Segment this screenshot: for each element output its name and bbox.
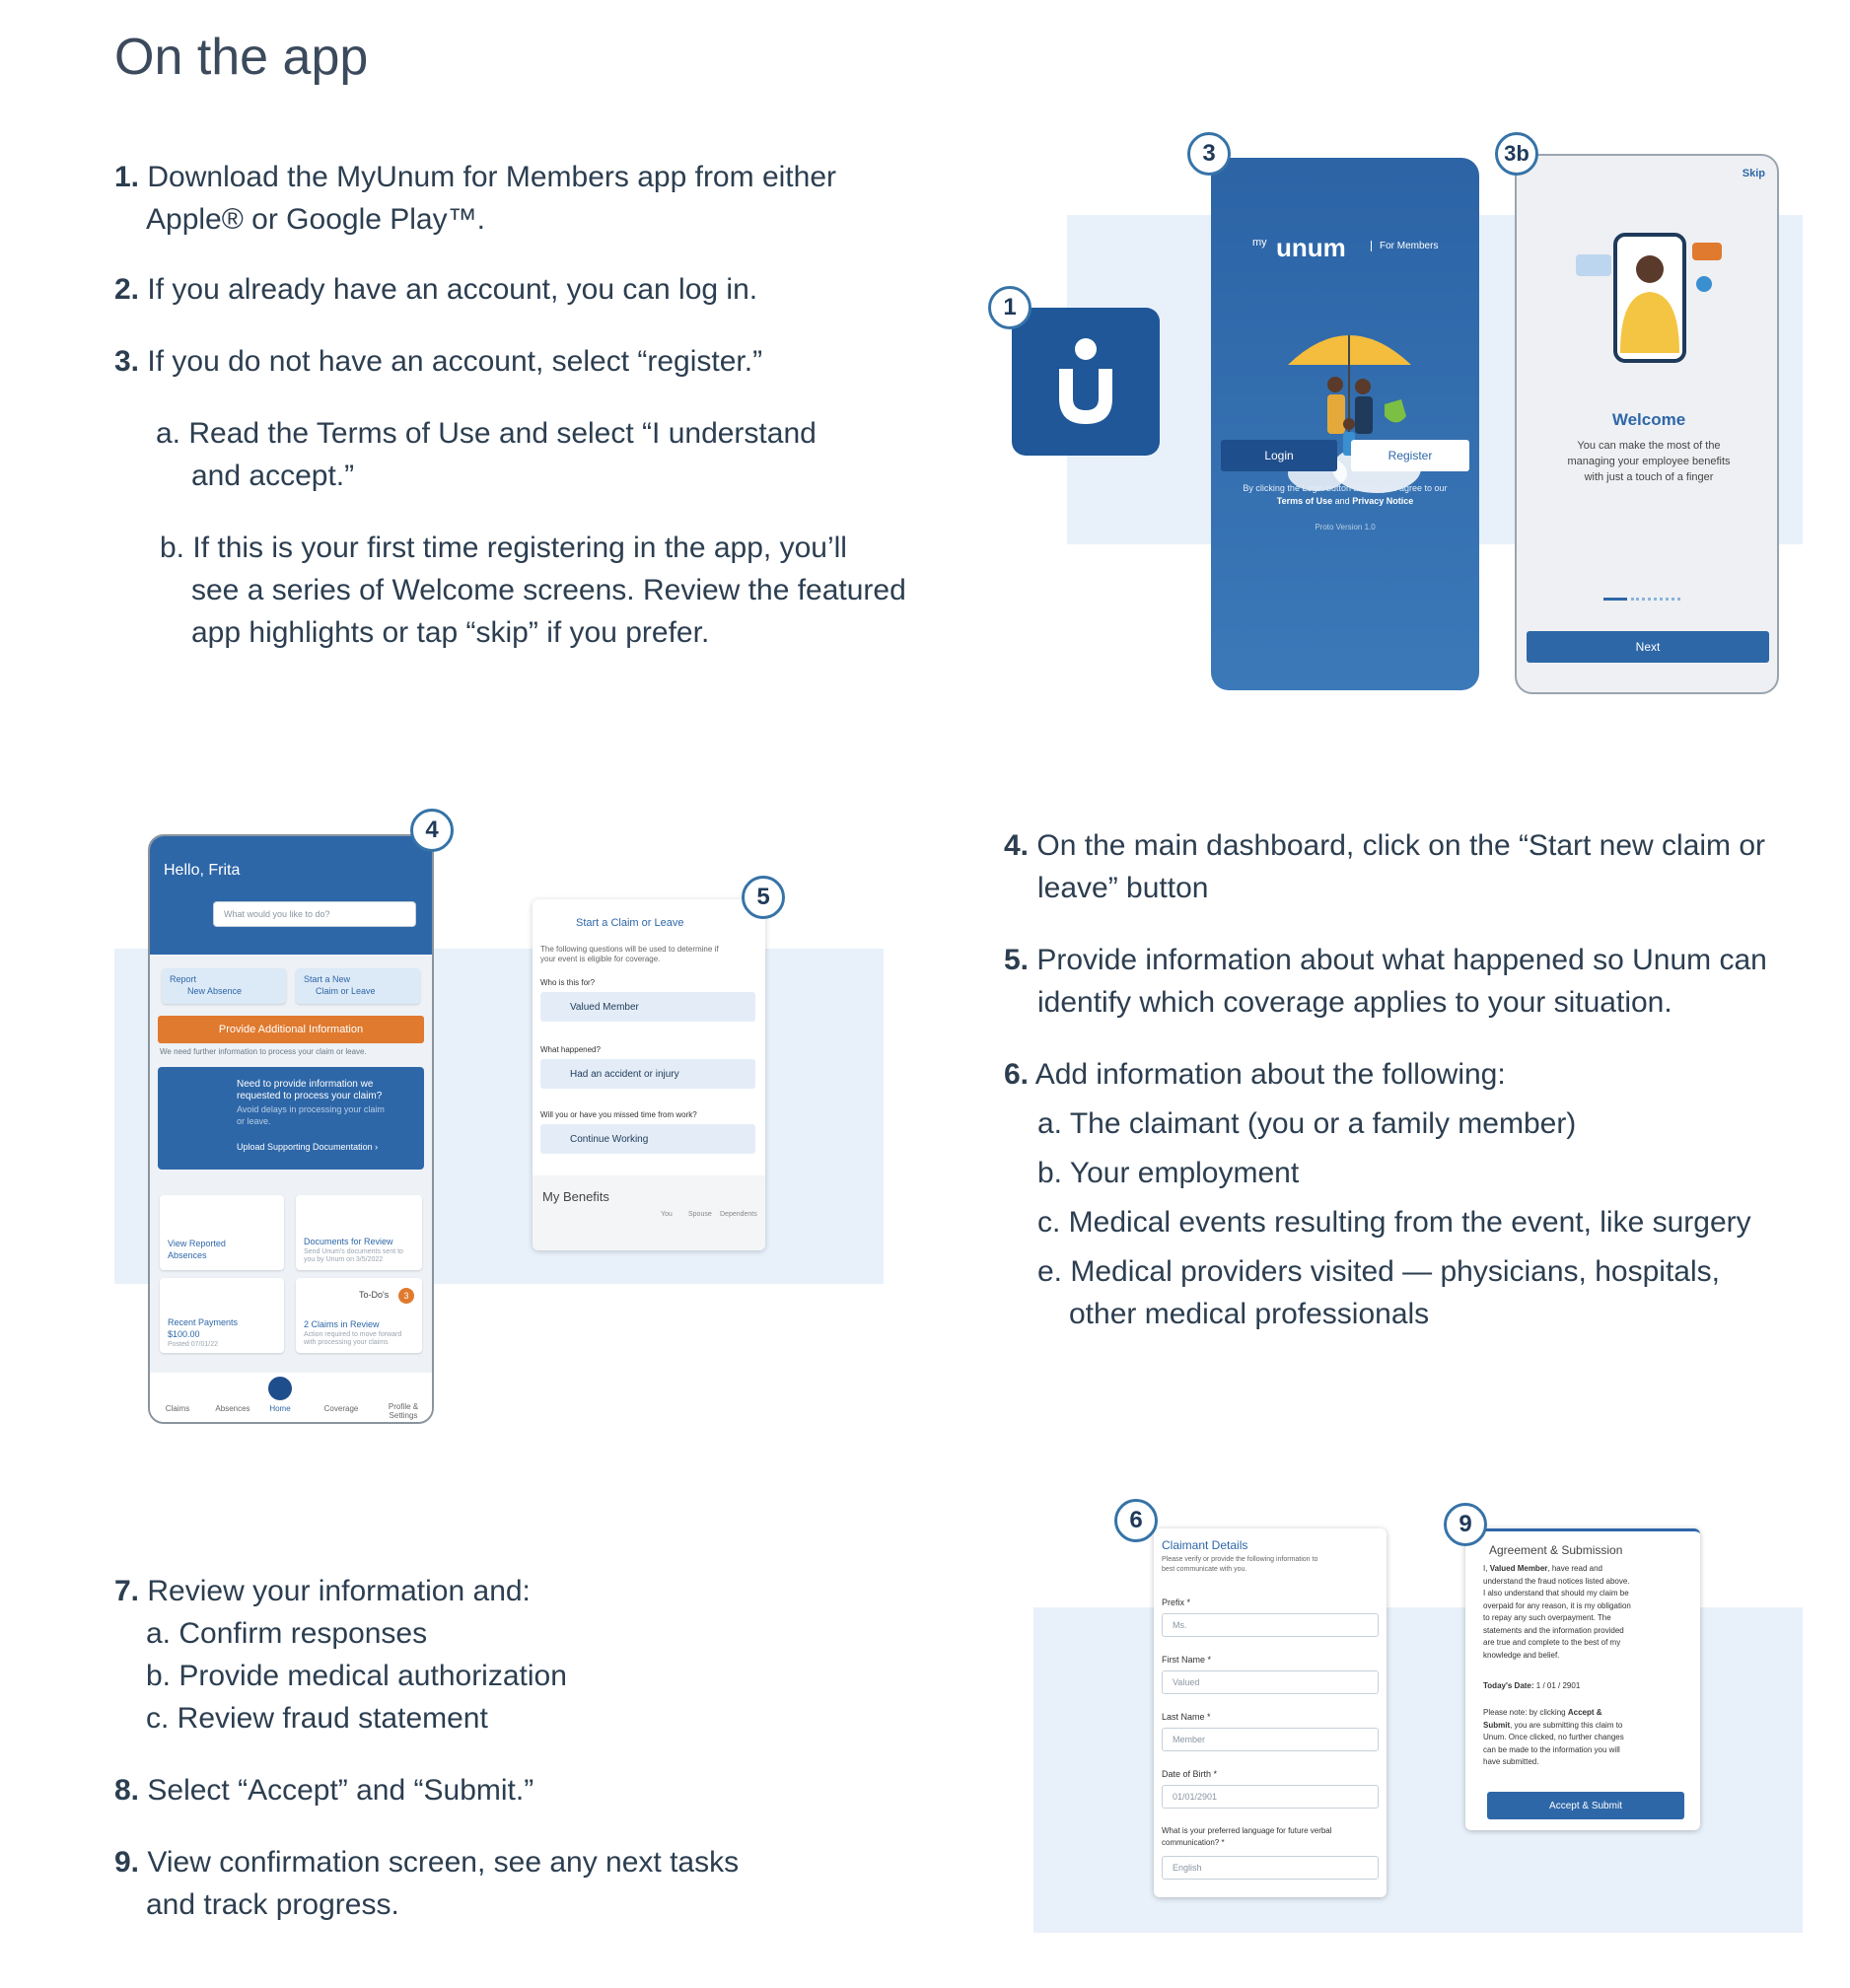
- unum-app-icon: [1012, 308, 1160, 456]
- step-6b: b. Your employment: [1037, 1157, 1300, 1189]
- badge-3: 3: [1187, 132, 1231, 176]
- step-1: 1. Download the MyUnum for Members app from either: [114, 161, 836, 193]
- first-name-label: First Name *: [1162, 1655, 1212, 1665]
- step-9: 9. View confirmation screen, see any next tasks: [114, 1846, 740, 1879]
- claim-q3: Will you or have you missed time from work?: [540, 1110, 697, 1119]
- who-for-select[interactable]: Valued Member: [540, 992, 755, 1022]
- nav-absences[interactable]: Absences: [215, 1404, 250, 1413]
- start-new-claim-button[interactable]: Start a New Claim or Leave: [296, 968, 420, 1004]
- what-happened-select[interactable]: Had an accident or injury: [540, 1059, 755, 1089]
- step-8: 8. Select “Accept” and “Submit.”: [114, 1774, 534, 1807]
- dashboard-header: [150, 836, 434, 955]
- agreement-screen: [1465, 1528, 1700, 1830]
- first-name-input[interactable]: Valued: [1162, 1670, 1379, 1694]
- step-6: 6. Add information about the following:: [1004, 1058, 1506, 1091]
- prefix-select[interactable]: Ms.: [1162, 1613, 1379, 1637]
- claim-q2: What happened?: [540, 1045, 601, 1054]
- pager-dot-active: [1603, 598, 1627, 601]
- step-3b: b. If this is your first time registering in the app, you’ll: [160, 532, 847, 564]
- badge-1: 1: [988, 286, 1032, 329]
- step-6e-cont: other medical professionals: [1069, 1298, 1430, 1330]
- step-3b-cont1: see a series of Welcome screens. Review the featured: [191, 574, 906, 606]
- step-6e: e. Medical providers visited — physicians, hospitals,: [1037, 1255, 1720, 1288]
- dashboard-screen: [148, 834, 434, 1424]
- privacy-link[interactable]: Privacy Notice: [1352, 496, 1414, 506]
- terms-link[interactable]: Terms of Use: [1276, 496, 1333, 506]
- nav-coverage[interactable]: Coverage: [323, 1404, 359, 1413]
- claim-q1: Who is this for?: [540, 978, 596, 987]
- skip-button[interactable]: Skip: [1742, 168, 1765, 179]
- register-button[interactable]: Register: [1351, 440, 1469, 471]
- nav-claims[interactable]: Claims: [165, 1404, 190, 1413]
- login-legal-links: Terms of Use and Privacy Notice: [1276, 496, 1414, 506]
- my-benefits-panel: [533, 1175, 765, 1250]
- step-7b: b. Provide medical authorization: [146, 1660, 567, 1692]
- login-button[interactable]: Login: [1221, 440, 1337, 471]
- agreement-note: Please note: by clicking Accept & Submit, you are submitting this claim to Unum. Once clicked, no further changes can be made to the information you will have submitted.: [1483, 1708, 1624, 1766]
- step-6a: a. The claimant (you or a family member): [1037, 1107, 1577, 1140]
- language-select[interactable]: English: [1162, 1856, 1379, 1880]
- step-6c: c. Medical events resulting from the event, like surgery: [1037, 1206, 1751, 1239]
- welcome-body-3: with just a touch of a finger: [1584, 471, 1714, 483]
- page-title: On the app: [114, 29, 369, 86]
- badge-5: 5: [742, 876, 785, 919]
- login-disclaimer: By clicking the Login button above, you agree to our: [1243, 483, 1448, 493]
- welcome-body-2: managing your employee benefits: [1567, 456, 1731, 467]
- next-button[interactable]: Next: [1527, 631, 1769, 663]
- step-2: 2. If you already have an account, you can log in.: [114, 273, 758, 306]
- version-text: Proto Version 1.0: [1315, 523, 1376, 532]
- claimant-details-screen: [1154, 1528, 1387, 1897]
- badge-3b: 3b: [1495, 132, 1538, 176]
- brand-logo: unum: [1276, 233, 1346, 262]
- dob-input[interactable]: 01/01/2901: [1162, 1785, 1379, 1809]
- missed-work-select[interactable]: Continue Working: [540, 1124, 755, 1154]
- badge-6: 6: [1114, 1499, 1158, 1542]
- step-4-cont: leave” button: [1037, 872, 1209, 904]
- lang-label-1: What is your preferred language for future verbal: [1162, 1826, 1332, 1835]
- home-icon[interactable]: [268, 1377, 292, 1400]
- tile-recent-payments[interactable]: Recent Payments $100.00 Posted 07/01/22: [160, 1278, 284, 1353]
- bottom-nav: [150, 1373, 434, 1424]
- last-name-input[interactable]: Member: [1162, 1728, 1379, 1751]
- greeting: Hello, Frita: [164, 862, 241, 879]
- last-name-label: Last Name *: [1162, 1712, 1211, 1722]
- accept-submit-button[interactable]: Accept & Submit: [1487, 1792, 1684, 1819]
- brand-subtitle: For Members: [1371, 241, 1438, 251]
- step-5-cont: identify which coverage applies to your situation.: [1037, 986, 1672, 1019]
- step-7a: a. Confirm responses: [146, 1617, 428, 1650]
- claim-form-intro-2: your event is eligible for coverage.: [540, 955, 661, 963]
- nav-profile[interactable]: Profile & Settings: [388, 1402, 419, 1420]
- claimant-intro-2: best communicate with you.: [1162, 1566, 1247, 1573]
- todo-count-badge: 3: [398, 1288, 414, 1304]
- prefix-label: Prefix *: [1162, 1598, 1191, 1607]
- badge-9: 9: [1444, 1503, 1487, 1546]
- nav-home[interactable]: Home: [269, 1404, 291, 1413]
- pager-dots: [1631, 598, 1680, 601]
- step-7: 7. Review your information and:: [114, 1575, 531, 1607]
- claimant-intro-1: Please verify or provide the following information to: [1162, 1556, 1318, 1563]
- step-9-cont: and track progress.: [146, 1888, 399, 1921]
- agreement-text: I, Valued Member, have read and understand the fraud notices listed above. I also understand that should my claim be overpaid for any reason, it is my obligation to repay any such overpayment. The statements and the information provided are true and complete to the best of my knowledge and belief.: [1483, 1564, 1631, 1660]
- upload-docs-link[interactable]: Upload Supporting Documentation ›: [237, 1142, 379, 1152]
- badge-4: 4: [410, 809, 454, 852]
- step-1-cont: Apple® or Google Play™.: [146, 203, 485, 236]
- agreement-title: Agreement & Submission: [1489, 1543, 1623, 1557]
- tab-dependents[interactable]: Dependents: [720, 1211, 757, 1218]
- step-3: 3. If you do not have an account, select “register.”: [114, 345, 763, 378]
- provide-note: We need further information to process your claim or leave.: [160, 1047, 367, 1056]
- login-screen: [1211, 158, 1479, 690]
- step-3a-cont: and accept.”: [191, 460, 355, 492]
- search-input[interactable]: What would you like to do?: [213, 901, 416, 927]
- step-5: 5. Provide information about what happened so Unum can: [1004, 944, 1767, 976]
- step-3b-cont2: app highlights or tap “skip” if you prefer.: [191, 616, 710, 649]
- provide-info-button[interactable]: Provide Additional Information: [158, 1016, 424, 1043]
- tab-you[interactable]: You: [661, 1211, 673, 1218]
- report-new-absence-button[interactable]: Report New Absence: [162, 968, 286, 1004]
- tile-reported-absences[interactable]: View Reported Absences: [160, 1195, 284, 1270]
- todays-date: Today's Date: 1 / 01 / 2901: [1483, 1681, 1581, 1690]
- welcome-illustration: [1566, 215, 1734, 373]
- welcome-screen: [1515, 154, 1779, 694]
- step-4: 4. On the main dashboard, click on the “Start new claim or: [1004, 829, 1766, 862]
- claim-form-title: Start a Claim or Leave: [576, 917, 684, 929]
- lang-label-2: communication? *: [1162, 1838, 1225, 1847]
- tile-documents-review[interactable]: Documents for Review Send Unum's documents sent to you by Unum on 3/5/2022: [296, 1195, 422, 1270]
- welcome-body-1: You can make the most of the: [1577, 440, 1721, 452]
- tile-todos[interactable]: To-Do's 3 2 Claims in Review Action required to move forward with processing your claims: [296, 1278, 422, 1353]
- step-3a: a. Read the Terms of Use and select “I understand: [156, 417, 817, 450]
- welcome-heading: Welcome: [1611, 410, 1686, 429]
- brand-my: my: [1252, 237, 1267, 248]
- dob-label: Date of Birth *: [1162, 1769, 1218, 1779]
- step-7c: c. Review fraud statement: [146, 1702, 488, 1735]
- promo-card: Need to provide information we requested to process your claim? Avoid delays in processing your claim or leave. Upload Supporting Documentation ›: [158, 1067, 424, 1170]
- tab-spouse[interactable]: Spouse: [688, 1211, 712, 1218]
- my-benefits-heading: My Benefits: [542, 1189, 609, 1204]
- start-claim-screen: [533, 899, 765, 1250]
- claimant-title: Claimant Details: [1162, 1538, 1248, 1552]
- claim-form-intro-1: The following questions will be used to determine if: [540, 945, 719, 954]
